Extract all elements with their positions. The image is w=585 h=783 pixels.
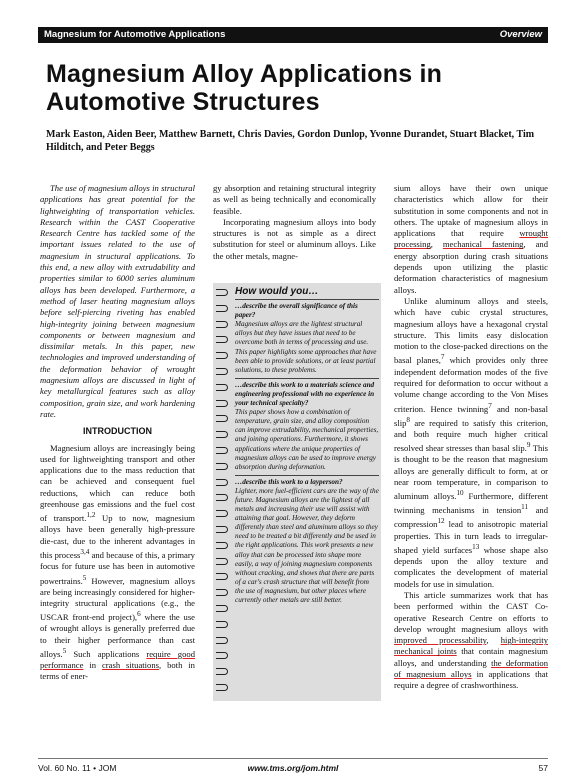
underlined-phrase: improved processability <box>394 635 487 646</box>
paragraph: Unlike aluminum alloys and steels, which have cubic crystal structures, magnesium alloys have a hexagonal crystal structure. This limits easy dislocation motion to the close-packed directions on the basal planes,$^7$ which provides only three independent deformation modes of the five required for deformation to occur without a volume change according to the Von Mises criterion. Hence twinning$^7$ and non-basal slip$^8$ are required to satisfy this criterion, and both require much higher critical resolved shear stresses than basal slip.$^9$ This is thought to be the reason that magnesium alloys are generally difficult to form, at or near room temperature, in comparison to aluminum alloys.$^{10}$ Furthermore, different twinning mechanisms in tension$^{11}$ and compression$^{12}$ lead to anisotropic material properties. This in turn leads to irregular-shaped yield surfaces$^{13}$ whose shape also depends upon the alloy texture and complicates the development of material models for use in simulation. <box>394 295 548 589</box>
binding-coil <box>216 526 228 533</box>
sidebar-answer: This paper shows how a combination of temperature, grain size, and alloy composition can improve extrudability, mechanical properties, and joining operations. Furthermore, it shows applications where the unique properties of magnesium alloys can be used to improve energy absorption during deformation. <box>235 408 379 471</box>
binding-coil <box>216 321 228 328</box>
how-would-you-sidebar <box>213 283 381 701</box>
sidebar-question: …describe the overall significance of this paper? <box>235 299 379 320</box>
binding-coil <box>216 336 228 343</box>
section-title: Magnesium for Automotive Applications <box>44 29 226 40</box>
column-2 <box>213 183 376 262</box>
binding-coil <box>216 621 228 628</box>
binding-coil <box>216 652 228 659</box>
paragraph: Incorporating magnesium alloys into body structures is not as simple as a direct substitution for steel or aluminum alloys. Like the other metals, magne- <box>213 216 376 261</box>
underlined-phrase: high-integrity mechanical joints <box>394 635 548 657</box>
binding-coil <box>216 684 228 691</box>
underlined-phrase: crash situations <box>101 660 159 671</box>
sidebar-question: …describe this work to a layperson? <box>235 475 379 487</box>
underlined-phrase: wrought processing <box>394 228 548 250</box>
binding-coil <box>216 589 228 596</box>
abstract: The use of magnesium alloys in structural applications has great potential for the lightweighting of transportation vehicles. Research within the CAST Cooperative Research Centre has tackled some of the important issues related to the use of magnesium in structural applications. To this end, a new alloy with extrudability and properties similar to 6000 series aluminum alloys has been developed. Furthermore, a method of laser heating magnesium alloys before self-piercing riveting has enabled high-integrity joining between magnesium components or between magnesium and dissimilar metals. In this paper, new technologies and improved understanding of the deformation behavior of wrought magnesium alloys are discussed in light of key metallurgical features such as alloy composition, grain size, and work hardening rate. <box>40 183 195 419</box>
binding-coil <box>216 510 228 517</box>
intro-paragraph: Magnesium alloys are increasingly being used for lightweighting transport and other applications due to the mass reduction that can be achieved and consequent fuel reductions, which can reduce both greenhouse gas emissions and the fuel cost of transport.$^{1,2}$ Up to now, magnesium alloys have been generally high-pressure die-cast, due to the inherent advantages in this process$^{3,4}$ and because of this, a primary focus for future use has been in automotive powertrains.$^5$ However, magnesium alloys are being increasingly considered for higher-integrity structural applications (e.g., the USCAR front-end project),$^6$ where the use of wrought alloys is generally preferred due to their higher performance than cast alloys.$^5$ Such applications require good performance in crash situations, both in terms of ener- <box>40 442 195 682</box>
sidebar-heading: How would you… <box>235 286 319 297</box>
binding-coil <box>216 573 228 580</box>
binding-coil <box>216 305 228 312</box>
journal-url[interactable]: www.tms.org/jom.html <box>247 763 339 773</box>
page-number: 57 <box>538 763 548 773</box>
section-header-bar <box>38 27 548 43</box>
sidebar-answer: Lighter, more fuel-efficient cars are the way of the future. Magnesium alloys are the lightest of all metals and increasing their use will assist with attaining that goal. However, they deform differently than steel and aluminum alloys so they need to be treated a bit differently and be used in the right applications. This work presents a new alloy that can be processed into shape more easily, a way of joining magnesium components without cracking, and shows that there are parts of a car's crash structure that will benefit from the use of magnesium, but other places where currently other metals are still better. <box>235 486 379 604</box>
spiral-binding-decoration <box>213 283 231 701</box>
section-label: Overview <box>499 29 542 40</box>
binding-coil <box>216 479 228 486</box>
introduction-heading: INTRODUCTION <box>83 426 152 437</box>
binding-coil <box>216 400 228 407</box>
binding-coil <box>216 352 228 359</box>
binding-coil <box>216 289 228 296</box>
binding-coil <box>216 542 228 549</box>
column-1 <box>40 183 195 683</box>
binding-coil <box>216 605 228 612</box>
underlined-phrase: require good performance <box>40 648 195 671</box>
binding-coil <box>216 558 228 565</box>
article-title: Magnesium Alloy Applications in Automotive Structures <box>46 60 443 116</box>
underlined-phrase: the deformation of magnesium alloys <box>394 657 548 680</box>
binding-coil <box>216 447 228 454</box>
sidebar-question: …describe this work to a materials science and engineering professional with no experience in your technical specialty? <box>235 378 379 408</box>
column-3 <box>394 183 548 692</box>
paragraph: sium alloys have their own unique characteristics which allow for their substitution in some components and not in others. The uptake of magnesium alloys in applications that require wrought processing, mechanical fastening, and energy absorption during crash situations depends upon utilizing the plastic deformation characteristics of magnesium alloys. <box>394 183 548 295</box>
author-list: Mark Easton, Aiden Beer, Matthew Barnett, Chris Davies, Gordon Dunlop, Yvonne Durandet, Stuart Blacket, Tim Hilditch, and Peter Beggs <box>46 129 535 153</box>
paragraph: gy absorption and retaining structural integrity as well as being technically and economically feasible. <box>213 183 376 216</box>
paragraph: This article summarizes work that has been performed within the CAST Co-operative Research Centre on efforts to develop wrought magnesium alloys with improved processability, high-integrity mechanical joints that contain magnesium alloys, and understanding the deformation of magnesium alloys in applications that require a degree of crashworthiness. <box>394 589 548 691</box>
binding-coil <box>216 463 228 470</box>
binding-coil <box>216 637 228 644</box>
binding-coil <box>216 494 228 501</box>
binding-coil <box>216 368 228 375</box>
binding-coil <box>216 415 228 422</box>
journal-issue: Vol. 60 No. 11 • JOM <box>38 763 117 773</box>
binding-coil <box>216 384 228 391</box>
page-footer <box>38 758 548 778</box>
binding-coil <box>216 668 228 675</box>
binding-coil <box>216 431 228 438</box>
underlined-phrase: mechanical fastening <box>442 239 524 250</box>
sidebar-answer: Magnesium alloys are the lightest structural alloys but they have issues that need to be overcome both in terms of processing and use. This paper highlights some approaches that have been able to provide solutions, or at least partial solutions, to these problems. <box>235 320 377 374</box>
